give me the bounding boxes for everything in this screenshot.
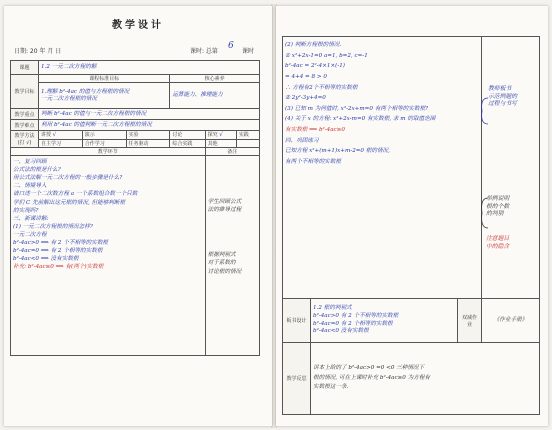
method-name: 讲授 xyxy=(41,132,52,138)
example-line: 已知方程 x²+(m+1)x+m-2=0 根的情况, xyxy=(285,148,390,155)
remark-line: 法的推导过程 xyxy=(207,207,242,214)
process-line: 一、复习回顾 xyxy=(13,158,47,165)
process-line: 学们 C 先前解出这元根的情况, 但能够判断根 xyxy=(13,199,126,206)
core-values: 运算能力、推理能力 xyxy=(170,83,260,109)
board-line: b²-4ac=0 有 2 个相等的实数根 xyxy=(313,320,393,327)
assignment-label: 双减作业 xyxy=(458,299,482,343)
margin-note-line: 中的隐含 xyxy=(486,243,510,250)
method-cell xyxy=(236,139,259,147)
method-name: 讨论 xyxy=(172,132,183,139)
lesson-unit: 课时 xyxy=(242,48,255,55)
margin-note-1 xyxy=(488,86,517,109)
lesson-plan-table xyxy=(10,60,260,356)
method-name: 实验 xyxy=(128,132,139,139)
reflection-body xyxy=(311,343,540,415)
process-line: 请口述一个二次数方程 a 一个系数组合数一个只数 xyxy=(13,191,138,198)
board-line: b²-4ac<0 没有实数根 xyxy=(313,328,369,335)
margin-note-line: 示范例题的 xyxy=(488,93,517,100)
process-line: 公式法的根是什么? xyxy=(13,167,61,174)
process-line: 的实现吗? xyxy=(13,207,39,214)
reflection-line: 根的情况, 可在上课时补充 b²-4ac≥0 为方程有 xyxy=(313,374,431,381)
topic-value: 1.2 一元二次方程的解 xyxy=(39,61,260,75)
key-label: 教学重点 xyxy=(11,109,39,120)
process-line-supplement: 补充: b²-4ac≥0 ⟹ 有(两个)实数根 xyxy=(13,264,104,271)
bracket-icon xyxy=(478,196,490,230)
goals-label: 教学目标 xyxy=(11,75,39,109)
process-line-highlight: 一元二次方程 xyxy=(13,231,47,238)
example-line: ② 2y²-3y+4=0 xyxy=(285,95,326,102)
method-cell xyxy=(126,131,170,140)
process-line: 二、情境导入 xyxy=(13,183,47,190)
example-line: 有两个不相等的实数根 xyxy=(285,158,341,165)
examples-body xyxy=(283,37,482,299)
method-label xyxy=(11,131,39,148)
reflection-label: 教学反思 xyxy=(283,343,311,415)
margin-note-3 xyxy=(486,236,509,251)
example-line-highlight: 有实数根 ⟹ b²-4ac≥0 xyxy=(285,127,345,133)
example-heading: (2) 判断方程根的情况. xyxy=(285,42,342,48)
difficulty-label: 教学难点 xyxy=(11,120,39,131)
remark-spacer xyxy=(208,215,257,251)
example-line: ① x²+2x-1=0 a=1, b=2, c=-1 xyxy=(285,52,368,59)
method-cell xyxy=(205,131,236,140)
method-cell xyxy=(236,131,259,140)
margin-column xyxy=(482,37,540,299)
process-header: 教学环节 xyxy=(11,147,206,155)
method-cell: 任务驱动 xyxy=(126,139,170,147)
margin-note-line: 的判别 xyxy=(486,211,504,218)
assignment-value: 《作业手册》 xyxy=(482,299,540,343)
goals-col1-header: 课程标准目标 xyxy=(39,75,170,83)
board-line: b²-4ac>0 有 2 个不相等的实数根 xyxy=(313,312,399,319)
method-label-sub: (打 √) xyxy=(17,139,32,146)
example-line: b²-4ac = 2²-4×1×(-1) xyxy=(285,63,345,70)
bracket-icon xyxy=(478,96,490,126)
goals-col2-header: 核心素养 xyxy=(170,75,260,83)
goal-line: 1.理解 b²-4ac 的值与方程根的情况 xyxy=(41,88,130,95)
key-text: 判断 b²-4ac 的值与一元二次方程根的情况 xyxy=(39,109,260,120)
example-line: = 4+4 = 8 > 0 xyxy=(285,73,327,80)
process-line: 三、新课讲解: xyxy=(13,215,49,222)
reflection-line: 实数根这一条. xyxy=(313,384,349,391)
reflection-line: 讲本上给的了 b²-4ac>0 =0 <0 三种情况下 xyxy=(313,365,425,372)
board-body xyxy=(311,299,458,343)
margin-note-line: 教师板书 xyxy=(488,86,512,92)
method-cell: 自主学习 xyxy=(39,139,83,147)
process-line: 用公式法解一元二次方程的一般步骤是什么? xyxy=(13,175,123,182)
method-label-text: 教学方法 xyxy=(14,132,35,139)
board-label: 板书设计 xyxy=(283,299,311,343)
method-cell: 综合实践 xyxy=(170,139,205,147)
goal-line: 一元二次方程根的情况 xyxy=(41,95,97,102)
margin-note-line: 过程与书写 xyxy=(488,101,517,108)
board-line: 1.2 根的判别式 xyxy=(313,305,352,312)
goals-text xyxy=(39,83,170,109)
remark-line: 对于系数的 xyxy=(207,260,236,267)
margin-note-line: 根的个数 xyxy=(486,203,510,210)
remarks-body xyxy=(205,155,259,355)
method-name: 实践 xyxy=(238,132,249,139)
process-line: b²-4ac>0 ⟹ 有 2 个不相等的实数根 xyxy=(13,240,109,247)
page-title: 教学设计 xyxy=(112,20,164,31)
method-cell xyxy=(82,131,126,140)
difficulty-text: 利用 b²-4ac 的值判断一元二次方程根的情况 xyxy=(39,120,260,131)
process-line: b²-4ac<0 ⟹ 没有实数根 xyxy=(13,256,79,263)
example-line: (4) 关于 x 的方程: x²+2x-m=0 有实数根, 求 m 的取值范围 xyxy=(285,116,436,123)
remark-line: 根据判别式 xyxy=(207,251,236,258)
method-cell: 其他 xyxy=(205,139,236,147)
method-cell xyxy=(39,131,83,140)
remark-line: 学生回顾公式 xyxy=(207,198,242,205)
date-label: 日期: 20 年 月 日 xyxy=(14,48,62,55)
method-cell xyxy=(170,131,205,140)
example-line: (3) 已知 m 为何值时, x²-2x+m=0 有两个相等的实数根? xyxy=(285,105,429,112)
topic-label: 课题 xyxy=(11,61,39,75)
margin-note-line: 举例说明 xyxy=(486,196,510,202)
check-mark: √ xyxy=(219,132,223,138)
example-line: ∴ 方程有2个不相等的实数根 xyxy=(285,84,358,91)
lesson-label: 课时: 总第 xyxy=(190,48,218,55)
method-name: 探究 xyxy=(207,132,218,138)
lesson-number: 6 xyxy=(228,41,234,51)
remark-line: 讨论根的情况 xyxy=(207,268,242,275)
process-line: b²-4ac=0 ⟹ 有 2 个相等的实数根 xyxy=(13,248,103,255)
method-name: 演示 xyxy=(84,132,95,139)
process-body xyxy=(11,155,206,355)
method-cell: 合作学习 xyxy=(82,139,126,147)
check-mark: √ xyxy=(52,132,57,138)
margin-note-line: 注意题目 xyxy=(486,236,510,242)
remarks-header: 备注 xyxy=(205,147,259,155)
process-line: (1) 一元二次方程根的情况怎样? xyxy=(13,223,93,230)
example-line: 四、巩固练习 xyxy=(285,137,319,144)
